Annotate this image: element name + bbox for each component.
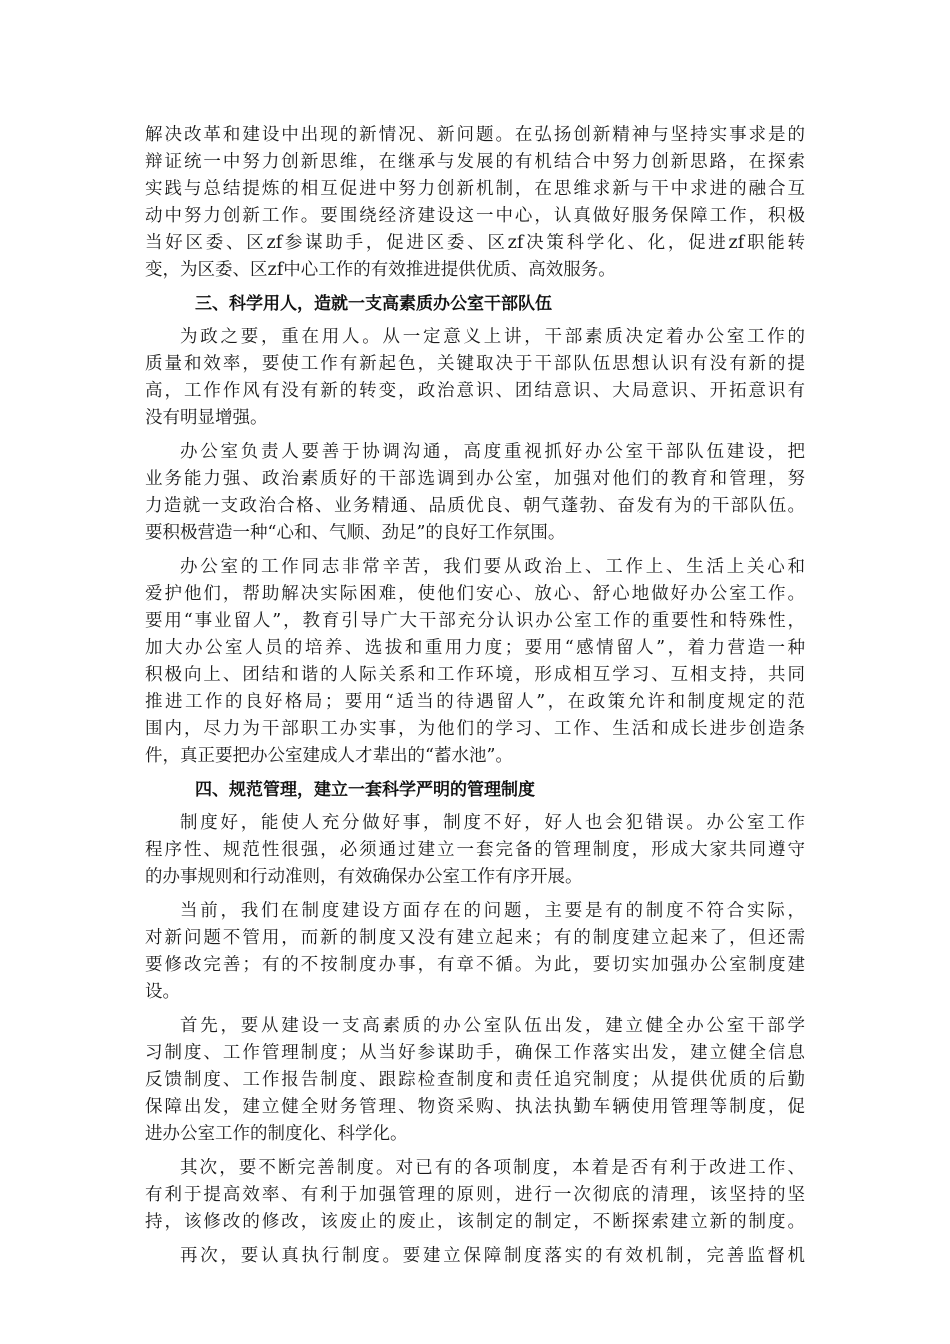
paragraph-line: 的办事规则和行动准则，有效确保办公室工作有序开展。	[145, 867, 583, 887]
paragraph	[145, 554, 805, 770]
paragraph-line: 围内，尽力为干部职工办实事，为他们的学习、工作、生活和成长进步创造条	[145, 719, 805, 739]
paragraph-line: 实践与总结提炼的相互促进中努力创新机制，在思维求新与干中求进的融合互	[145, 179, 805, 199]
paragraph-line: 为政之要，重在用人。从一定意义上讲，干部素质决定着办公室工作的	[180, 327, 805, 347]
paragraph-line: 对新问题不管用，而新的制度又没有建立起来；有的制度建立起来了，但还需	[145, 928, 805, 948]
paragraph-line: 高，工作作风有没有新的转变，政治意识、团结意识、大局意识、开拓意识有	[145, 381, 805, 401]
paragraph-line: 设。	[145, 982, 180, 1002]
paragraph-line: 要积极营造一种“心和、气顺、劲足”的良好工作氛围。	[145, 523, 566, 543]
paragraph	[145, 1243, 805, 1270]
paragraph	[145, 1155, 805, 1236]
document-page	[145, 122, 805, 1277]
paragraph-line: 要用“事业留人”，教育引导广大干部充分认识办公室工作的重要性和特殊性，	[145, 611, 805, 631]
paragraph-line: 件，真正要把办公室建成人才辈出的“蓄水池”。	[145, 746, 513, 766]
paragraph-line: 变，为区委、区zf中心工作的有效推进提供优质、高效服务。	[145, 260, 616, 280]
paragraph-line: 制度好，能使人充分做好事，制度不好，好人也会犯错误。办公室工作	[180, 813, 805, 833]
paragraph	[145, 898, 805, 1006]
paragraph	[145, 439, 805, 547]
section-heading: 三、科学用人，造就一支高素质办公室干部队伍	[195, 294, 552, 314]
paragraph-line: 程序性、规范性很强，必须通过建立一套完备的管理制度，形成大家共同遵守	[145, 840, 805, 860]
paragraph	[145, 122, 805, 284]
paragraph-line: 积极向上、团结和谐的人际关系和工作环境，形成相互学习、互相支持，共同	[145, 665, 805, 685]
paragraph-line: 进办公室工作的制度化、科学化。	[145, 1124, 408, 1144]
paragraph	[145, 1013, 805, 1148]
paragraph	[145, 324, 805, 432]
paragraph-line: 办公室负责人要善于协调沟通，高度重视抓好办公室干部队伍建设，把	[180, 442, 805, 462]
paragraph-line: 质量和效率，要使工作有新起色，关键取决于干部队伍思想认识有没有新的提	[145, 354, 805, 374]
paragraph-line: 加大办公室人员的培养、选拔和重用力度；要用“感情留人”，着力营造一种	[145, 638, 805, 658]
paragraph-line: 首先，要从建设一支高素质的办公室队伍出发，建立健全办公室干部学	[180, 1016, 805, 1036]
paragraph-line: 要修改完善；有的不按制度办事，有章不循。为此，要切实加强办公室制度建	[145, 955, 805, 975]
paragraph-line: 保障出发，建立健全财务管理、物资采购、执法执勤车辆使用管理等制度，促	[145, 1097, 805, 1117]
paragraph-line: 爱护他们，帮助解决实际困难，使他们安心、放心、舒心地做好办公室工作。	[145, 584, 805, 604]
section-heading: 四、规范管理，建立一套科学严明的管理制度	[195, 780, 535, 800]
paragraph-line: 辩证统一中努力创新思维，在继承与发展的有机结合中努力创新思路，在探索	[145, 152, 805, 172]
paragraph-line: 推进工作的良好格局；要用“适当的待遇留人”，在政策允许和制度规定的范	[145, 692, 805, 712]
paragraph-line: 动中努力创新工作。要围绕经济建设这一中心，认真做好服务保障工作，积极	[145, 206, 805, 226]
paragraph-line: 再次，要认真执行制度。要建立保障制度落实的有效机制，完善监督机	[180, 1246, 805, 1266]
paragraph-line: 反馈制度、工作报告制度、跟踪检查制度和责任追究制度；从提供优质的后勤	[145, 1070, 805, 1090]
paragraph-line: 力造就一支政治合格、业务精通、品质优良、朝气蓬勃、奋发有为的干部队伍。	[145, 496, 805, 516]
paragraph-line: 当好区委、区zf参谋助手，促进区委、区zf决策科学化、化，促进zf职能转	[145, 233, 805, 253]
paragraph-line: 有利于提高效率、有利于加强管理的原则，进行一次彻底的清理，该坚持的坚	[145, 1185, 805, 1205]
paragraph-line: 办公室的工作同志非常辛苦，我们要从政治上、工作上、生活上关心和	[180, 557, 805, 577]
paragraph	[145, 810, 805, 891]
paragraph-line: 解决改革和建设中出现的新情况、新问题。在弘扬创新精神与坚持实事求是的	[145, 125, 805, 145]
paragraph-line: 持，该修改的修改，该废止的废止，该制定的制定，不断探索建立新的制度。	[145, 1212, 805, 1232]
paragraph-line: 没有明显增强。	[145, 408, 268, 428]
paragraph-line: 其次，要不断完善制度。对已有的各项制度，本着是否有利于改进工作、	[180, 1158, 805, 1178]
paragraph-line: 习制度、工作管理制度；从当好参谋助手，确保工作落实出发，建立健全信息	[145, 1043, 805, 1063]
paragraph-line: 业务能力强、政治素质好的干部选调到办公室，加强对他们的教育和管理，努	[145, 469, 805, 489]
paragraph-line: 当前，我们在制度建设方面存在的问题，主要是有的制度不符合实际，	[180, 901, 805, 921]
